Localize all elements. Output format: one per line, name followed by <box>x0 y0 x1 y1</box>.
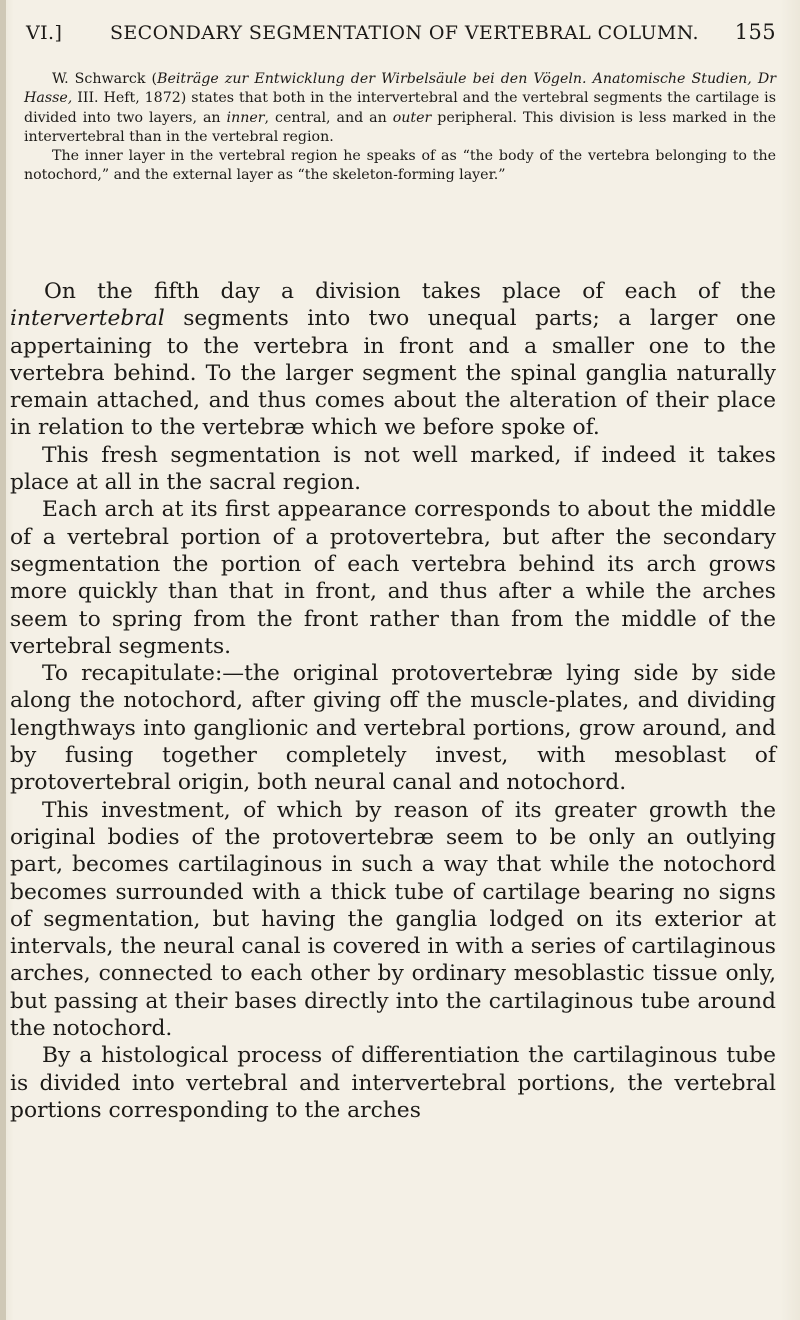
body-text-span: segments into two unequal parts; a larger one appertaining to the vertebra in front and a smaller one to the vertebra behind. To the larger segment the spinal ganglia naturally remain attached, and thus comes about the alteration of their place in relation to the vertebræ which we before spoke of. <box>10 306 776 441</box>
page-number: 155 <box>734 20 776 44</box>
footnote-emphasis: inner <box>226 109 265 126</box>
body-paragraph: This fresh segmentation is not well marked, if indeed it takes place at all in the sacral region. <box>10 442 776 496</box>
footnote-paragraph: The inner layer in the vertebral region he speaks of as “the body of the vertebra belonging to the notochord,” and the external layer as “the skeleton-forming layer.” <box>24 148 776 184</box>
body-paragraph: To recapitulate:—the original protovertebræ lying side by side along the notochord, after giving off the muscle-plates, and dividing lengthways into ganglionic and vertebral portions, grow around, and by fusing together completely invest, with mesoblast of protovertebral origin, both neural canal and notochord. <box>10 661 776 796</box>
body-paragraph <box>10 278 776 442</box>
body-text <box>10 278 776 1124</box>
footnote-text: , central, and an <box>264 109 393 126</box>
footnote <box>24 70 776 186</box>
footnote-citation: Beiträge zur Entwicklung der Wirbelsäule bei den Vögeln. Anatomische Studien, Dr Hasse, <box>24 71 776 107</box>
running-header <box>26 20 776 44</box>
body-paragraph: By a histological process of differentiation the cartilaginous tube is divided into vertebral and intervertebral portions, the vertebral portions corresponding to the arches <box>10 1043 776 1123</box>
footnote-text: W. Schwarck ( <box>52 71 158 87</box>
footnote-text: III. Heft, 1872) states that both in the intervertebral and the vertebral segments the cartilage is divided into two layers, an <box>24 90 776 126</box>
page-gutter <box>0 0 6 1320</box>
footnote-paragraph <box>24 70 776 147</box>
section-marker: VI.] <box>26 22 63 44</box>
footnote-emphasis: outer <box>392 109 432 126</box>
body-text-span: On the fifth day a division takes place of each of the <box>44 279 776 304</box>
body-paragraph: This investment, of which by reason of its greater growth the original bodies of the protovertebræ seem to be only an outlying part, becomes cartilaginous in such a way that while the notochord becomes surrounded with a thick tube of cartilage bearing no signs of segmentation, but having the ganglia lodged on its exterior at intervals, the neural canal is covered in with a series of cartilaginous arches, connected to each other by ordinary mesoblastic tissue only, but passing at their bases directly into the cartilaginous tube around the notochord. <box>10 797 776 1042</box>
body-emphasis: intervertebral <box>10 306 165 332</box>
body-paragraph: Each arch at its first appearance corresponds to about the middle of a vertebral portion of a protovertebra, but after the secondary segmentation the portion of each vertebra behind its arch grows more quickly than that in front, and thus after a while the arches seem to spring from the front rather than from the middle of the vertebral segments. <box>10 497 776 659</box>
running-title: SECONDARY SEGMENTATION OF VERTEBRAL COLUMN. <box>109 22 699 44</box>
footnote-text: peripheral. This division is less marked in the intervertebral than in the vertebral region. <box>24 109 776 145</box>
